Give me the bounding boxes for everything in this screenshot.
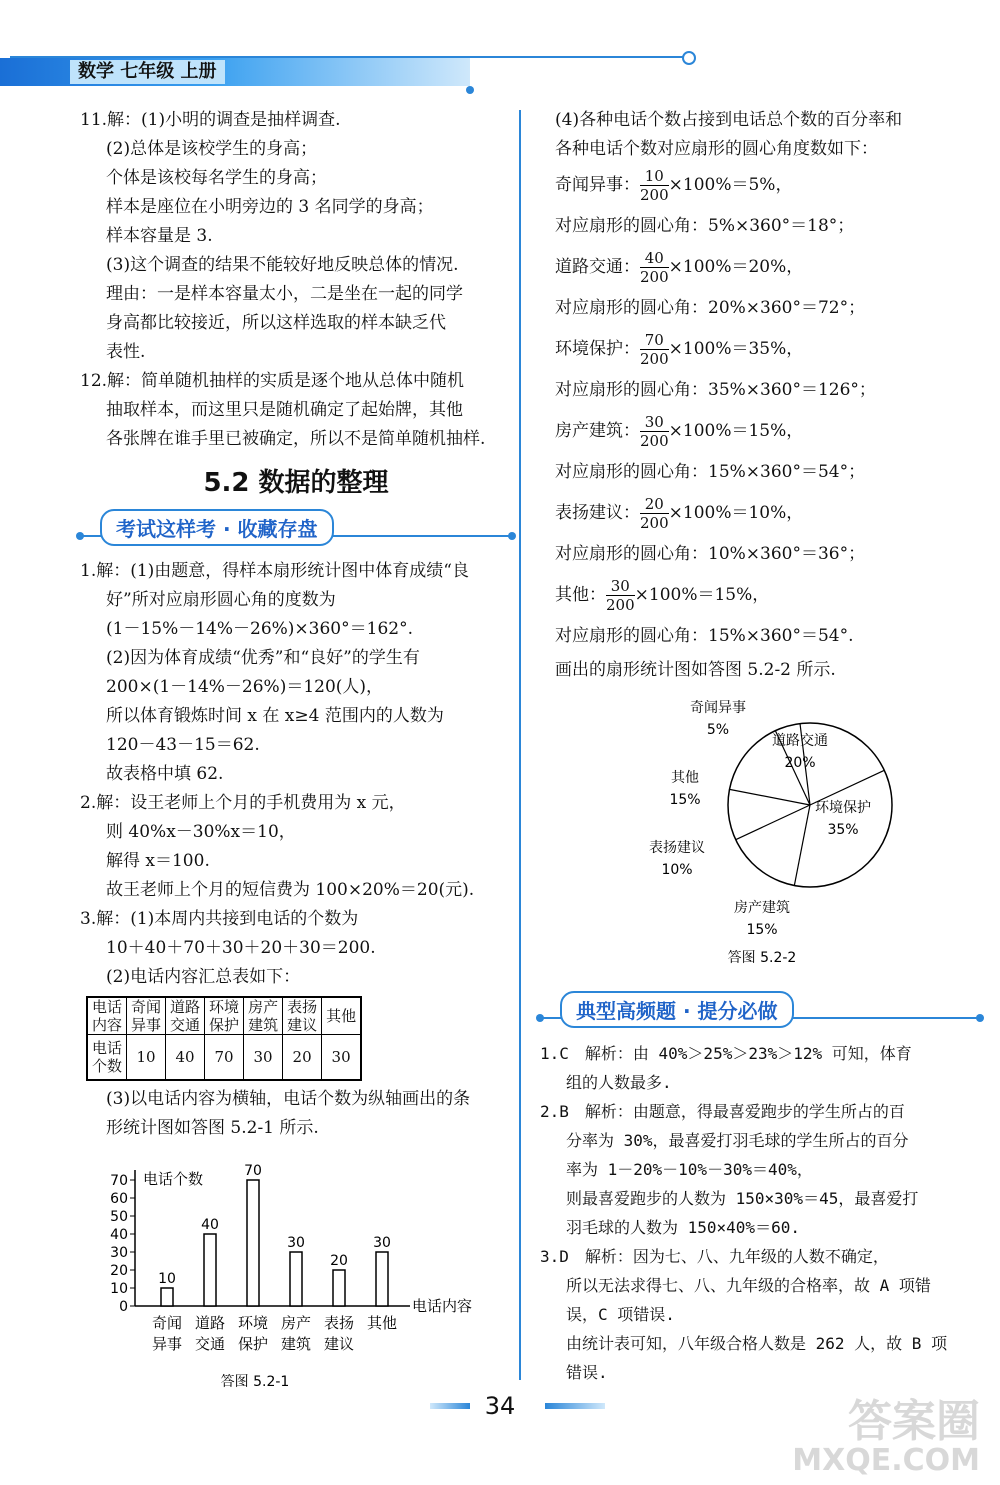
pie-slice-percent: 5% — [706, 722, 730, 738]
header-title: 数学 七年级 上册 — [70, 60, 225, 84]
bar — [290, 1252, 302, 1306]
x-tick-label: 道路 — [194, 1314, 226, 1332]
q12-line: 抽取样本，而这里只是随机确定了起始牌，其他 — [106, 400, 463, 420]
left-column — [80, 106, 512, 1143]
table-cell: 20 — [283, 1035, 322, 1081]
pie-slice-label: 道路交通 — [772, 733, 828, 749]
banner-label: 考试这样考 · 收藏存盘 — [100, 509, 334, 546]
a1-line: (1－15%－14%－26%)×360°＝162°. — [106, 619, 413, 639]
y-tick-label: 30 — [110, 1245, 128, 1261]
fraction — [640, 331, 669, 368]
a2-line: 2.解：设王老师上个月的手机费用为 x 元， — [80, 793, 406, 813]
item-result: ×100%＝5%， — [668, 174, 793, 195]
bar-value-label: 70 — [244, 1163, 262, 1179]
watermark-text: 答案圈 — [848, 1396, 980, 1447]
item-angle: 对应扇形的圆心角：15%×360°＝54°. — [555, 626, 854, 646]
phone-summary-table — [86, 996, 362, 1081]
fraction-numerator: 10 — [640, 167, 669, 186]
x-tick-label: 其他 — [366, 1314, 398, 1332]
x-tick-label: 奇闻 — [151, 1314, 183, 1332]
table-cell: 道路 交通 — [166, 997, 205, 1035]
item-result: ×100%＝15%， — [668, 420, 804, 441]
b3-line: 所以无法求得七、八、九年级的合格率，故 A 项错 — [566, 1276, 931, 1295]
x-tick-label: 异事 — [151, 1335, 183, 1353]
item-name: 其他： — [555, 584, 606, 605]
y-tick-label: 10 — [110, 1281, 128, 1297]
q11-line: 样本是座位在小明旁边的 3 名同学的身高； — [106, 197, 434, 217]
percent-item — [555, 410, 980, 452]
fraction — [640, 413, 669, 450]
item-result: ×100%＝15%， — [634, 584, 770, 605]
pie-slice-label: 房产建筑 — [734, 900, 790, 916]
a2-line: 解得 x＝100. — [106, 851, 210, 871]
intro-line: (4)各种电话个数占接到电话总个数的百分率和 — [555, 110, 903, 130]
item-angle: 对应扇形的圆心角：20%×360°＝72°； — [555, 298, 866, 318]
section-title: 5.2 数据的整理 — [203, 468, 389, 498]
x-tick-label: 表扬 — [323, 1314, 355, 1332]
table-cell: 30 — [244, 1035, 283, 1081]
pie-slice-label: 表扬建议 — [649, 840, 705, 856]
bar-value-label: 10 — [158, 1271, 176, 1287]
banner-label: 典型高频题 · 提分必做 — [560, 991, 794, 1028]
item-angle: 对应扇形的圆心角：15%×360°＝54°； — [555, 462, 866, 482]
pie-slice-label: 其他 — [671, 770, 699, 786]
a1-line: 所以体育锻炼时间 x 在 x≥4 范围内的人数为 — [106, 706, 444, 726]
table-cell: 30 — [322, 1035, 362, 1081]
right-column-lower — [540, 985, 980, 1387]
y-tick-label: 50 — [110, 1209, 128, 1225]
table-cell: 40 — [166, 1035, 205, 1081]
pie-slice-label: 环境保护 — [815, 800, 871, 816]
pie-slice-percent: 20% — [784, 755, 816, 771]
pie-slice-percent: 35% — [827, 822, 859, 838]
pie-intro: 画出的扇形统计图如答图 5.2-2 所示. — [555, 660, 836, 680]
item-name: 奇闻异事： — [555, 174, 640, 195]
b2-line: 则最喜爱跑步的人数为 150×30%＝45，最喜爱打 — [566, 1189, 919, 1208]
fraction — [606, 577, 635, 614]
percent-item — [555, 164, 980, 206]
a1-line: 200×(1－14%－26%)＝120(人)， — [106, 677, 384, 697]
item-angle: 对应扇形的圆心角：35%×360°＝126°； — [555, 380, 876, 400]
bar — [376, 1252, 388, 1306]
banner-exam — [80, 509, 512, 549]
x-axis-title: 电话内容 — [412, 1297, 473, 1315]
table-cell: 电话 内容 — [87, 997, 127, 1035]
a1-line: 120－43－15＝62. — [106, 735, 260, 755]
pie-slice-label: 奇闻异事 — [690, 700, 746, 716]
bar-value-label: 40 — [201, 1217, 219, 1233]
y-tick-label: 0 — [119, 1299, 128, 1315]
a1-line: 1.解：(1)由题意，得样本扇形统计图中体育成绩“良 — [80, 561, 469, 581]
a3-line: 10＋40＋70＋30＋20＋30＝200. — [106, 938, 376, 958]
pie-slice-percent: 15% — [669, 792, 701, 808]
right-column — [555, 106, 980, 685]
intro-line: 各种电话个数对应扇形的圆心角度数如下： — [555, 139, 878, 159]
b2-line: 分率为 30%，最喜爱打羽毛球的学生所占的百分 — [566, 1131, 909, 1150]
b2-line: 2.B 解析：由题意，得最喜爱跑步的学生所占的百 — [540, 1102, 905, 1121]
x-tick-label: 环境 — [237, 1314, 269, 1332]
banner-frequent — [540, 991, 980, 1031]
x-tick-label: 建筑 — [280, 1335, 312, 1353]
table-row — [87, 997, 361, 1035]
header-band-dot — [466, 86, 474, 94]
q11-line: (2)总体是该校学生的身高； — [106, 139, 318, 159]
y-tick-label: 40 — [110, 1227, 128, 1243]
b2-line: 羽毛球的人数为 150×40%＝60. — [566, 1218, 800, 1237]
fraction-denominator: 200 — [640, 431, 669, 450]
watermark-url: MXQE.COM — [792, 1443, 980, 1478]
fraction — [640, 167, 669, 204]
fraction-denominator: 200 — [640, 185, 669, 204]
a2-line: 则 40%x－30%x＝10， — [106, 822, 296, 842]
watermark — [792, 1396, 980, 1478]
a3b-line: 形统计图如答图 5.2-1 所示. — [106, 1118, 319, 1138]
a3-line: (2)电话内容汇总表如下： — [106, 967, 301, 987]
pie-slice-percent: 10% — [661, 862, 693, 878]
q12-line: 12.解：简单随机抽样的实质是逐个地从总体中随机 — [80, 371, 465, 391]
q11-line: 理由：一是样本容量太小，二是坐在一起的同学 — [106, 284, 463, 304]
banner-dot — [76, 532, 84, 540]
item-result: ×100%＝10%， — [668, 502, 804, 523]
b3-line: 误，C 项错误. — [566, 1305, 675, 1324]
bar-chart — [100, 1158, 500, 1390]
table-cell: 10 — [127, 1035, 166, 1081]
a1-line: 好”所对应扇形圆心角的度数为 — [106, 590, 336, 610]
item-name: 房产建筑： — [555, 420, 640, 441]
fraction-numerator: 40 — [640, 249, 669, 268]
q11-line: 身高都比较接近，所以这样选取的样本缺乏代 — [106, 313, 446, 333]
bar — [161, 1288, 173, 1306]
y-tick-label: 70 — [110, 1173, 128, 1189]
bar-value-label: 20 — [330, 1253, 348, 1269]
fraction-denominator: 200 — [606, 595, 635, 614]
banner-dot — [508, 532, 516, 540]
b3-line: 3.D 解析：因为七、八、九年级的人数不确定， — [540, 1247, 889, 1266]
item-name: 表扬建议： — [555, 502, 640, 523]
page-number-decor — [545, 1403, 605, 1409]
fraction-numerator: 70 — [640, 331, 669, 350]
bar — [333, 1270, 345, 1306]
q11-line: 表性. — [106, 342, 146, 362]
fraction-numerator: 30 — [606, 577, 635, 596]
percent-items — [555, 164, 980, 656]
x-tick-label: 保护 — [237, 1335, 269, 1353]
percent-item — [555, 246, 980, 288]
table-cell: 电话 个数 — [87, 1035, 127, 1081]
banner-dot — [976, 1014, 984, 1022]
q11-line: (3)这个调查的结果不能较好地反映总体的情况. — [106, 255, 459, 275]
a3b-line: (3)以电话内容为横轴，电话个数为纵轴画出的条 — [106, 1089, 471, 1109]
fraction-denominator: 200 — [640, 267, 669, 286]
table-cell: 70 — [205, 1035, 244, 1081]
b3-line: 错误. — [566, 1363, 608, 1382]
fraction — [640, 249, 669, 286]
item-angle: 对应扇形的圆心角：10%×360°＝36°； — [555, 544, 866, 564]
x-tick-label: 房产 — [280, 1314, 312, 1332]
x-tick-label: 交通 — [194, 1335, 226, 1353]
b3-line: 由统计表可知，八年级合格人数是 262 人，故 B 项 — [566, 1334, 948, 1353]
fraction-denominator: 200 — [640, 513, 669, 532]
header-rule-dot — [682, 51, 696, 65]
fraction-denominator: 200 — [640, 349, 669, 368]
chart-caption: 答图 5.2-1 — [220, 1374, 290, 1390]
b2-line: 率为 1－20%－10%－30%＝40%， — [566, 1160, 813, 1179]
fraction-numerator: 30 — [640, 413, 669, 432]
b1-line: 1.C 解析：由 40%＞25%＞23%＞12% 可知，体育 — [540, 1044, 912, 1063]
a3-line: 3.解：(1)本周内共接到电话的个数为 — [80, 909, 359, 929]
q12-line: 各张牌在谁手里已被确定，所以不是简单随机抽样. — [106, 429, 486, 449]
y-tick-label: 60 — [110, 1191, 128, 1207]
q11-line: 个体是该校每名学生的身高； — [106, 168, 327, 188]
table-row — [87, 1035, 361, 1081]
item-angle: 对应扇形的圆心角：5%×360°＝18°； — [555, 216, 855, 236]
bar-value-label: 30 — [287, 1235, 305, 1251]
pie-chart — [625, 700, 905, 970]
bar — [204, 1234, 216, 1306]
table-cell: 奇闻 异事 — [127, 997, 166, 1035]
item-name: 道路交通： — [555, 256, 640, 277]
fraction — [640, 495, 669, 532]
a2-line: 故王老师上个月的短信费为 100×20%＝20(元). — [106, 880, 475, 900]
item-result: ×100%＝20%， — [668, 256, 804, 277]
pie-slice-percent: 15% — [746, 922, 778, 938]
y-axis-title: 电话个数 — [143, 1170, 204, 1188]
page-number: 34 — [484, 1392, 516, 1420]
b1-line: 组的人数最多. — [566, 1073, 672, 1092]
y-tick-label: 20 — [110, 1263, 128, 1279]
table-cell: 房产 建筑 — [244, 997, 283, 1035]
q11-line: 样本容量是 3. — [106, 226, 213, 246]
a1-line: 故表格中填 62. — [106, 764, 224, 784]
table-cell: 环境 保护 — [205, 997, 244, 1035]
percent-item — [555, 492, 980, 534]
chart-caption: 答图 5.2-2 — [727, 950, 797, 966]
item-name: 环境保护： — [555, 338, 640, 359]
bar-value-label: 30 — [373, 1235, 391, 1251]
x-tick-label: 建议 — [323, 1335, 355, 1353]
percent-item — [555, 574, 980, 616]
table-cell: 其他 — [322, 997, 362, 1035]
page-number-decor — [430, 1403, 470, 1409]
bar — [247, 1180, 259, 1306]
percent-item — [555, 328, 980, 370]
table-cell: 表扬 建议 — [283, 997, 322, 1035]
banner-dot — [536, 1014, 544, 1022]
fraction-numerator: 20 — [640, 495, 669, 514]
item-result: ×100%＝35%， — [668, 338, 804, 359]
q11-line: 11.解：(1)小明的调查是抽样调查. — [80, 110, 341, 130]
a1-line: (2)因为体育成绩“优秀”和“良好”的学生有 — [106, 648, 420, 668]
column-divider — [519, 110, 521, 1380]
